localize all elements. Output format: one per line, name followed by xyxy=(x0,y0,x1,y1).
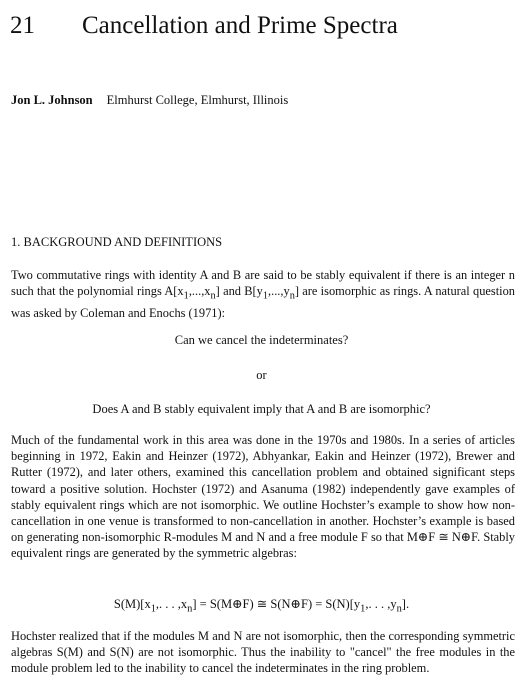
chapter-title: Cancellation and Prime Spectra xyxy=(82,12,398,39)
paragraph-history: Much of the fundamental work in this area was done in the 1970s and 1980s. In a series of articles beginning in 1972, Eakin and Heinzer (1972), Abhyankar, Eakin and Heinzer (1972), Brewer and Rutter (1972), and later others, examined this cancellation problem and obtained significant steps toward a positive solution. Hochster (1972) and Asanuma (1982) independently gave examples of stably equivalent rings which are not isomorphic. We outline Hochster’s example to show how non-cancellation in one venue is transformed to non-cancellation in another. Hochster’s example is based on generating non-isomorphic R-modules M and N and a free module F so that M⊕F ≅ N⊕F. Stably equivalent rings are generated by the symmetric algebras: xyxy=(11,433,515,561)
paragraph-intro: Two commutative rings with identity A and B are said to be stably equivalent if there is an integer n such that the polynomial rings $A[x_1,...,x_n]$ and $B[y_1,...,y_n]$ are isomorphic as rings. A natural question was asked by Coleman and Enochs (1971): xyxy=(11,268,515,320)
chapter-number: 21 xyxy=(10,12,35,39)
chapter-heading xyxy=(10,10,398,42)
or-separator: or xyxy=(256,368,267,382)
author-name: Jon L. Johnson xyxy=(11,93,93,107)
section-heading: 1. BACKGROUND AND DEFINITIONS xyxy=(11,235,223,249)
author-affiliation: Elmhurst College, Elmhurst, Illinois xyxy=(106,93,289,107)
symmetric-algebra-equation: $S(M)[x_1$,. . . $,x_n$] = S(M⊕F) ≅ S(N⊕F) = $S(N)[y_1$,. . . $,y_n$]. xyxy=(113,597,410,615)
paragraph-hochster: Hochster realized that if the modules M and N are not isomorphic, then the corresponding symmetric algebras S(M) and S(N) are not isomorphic. Thus the inability to "cancel" the free modules in the module problem led to the inability to cancel the indeterminates in the ring problem. xyxy=(11,629,515,676)
question-stably-equivalent: Does A and B stably equivalent imply that A and B are isomorphic? xyxy=(92,402,431,416)
author-line xyxy=(11,93,288,108)
question-cancel-indeterminates: Can we cancel the indeterminates? xyxy=(174,333,349,347)
